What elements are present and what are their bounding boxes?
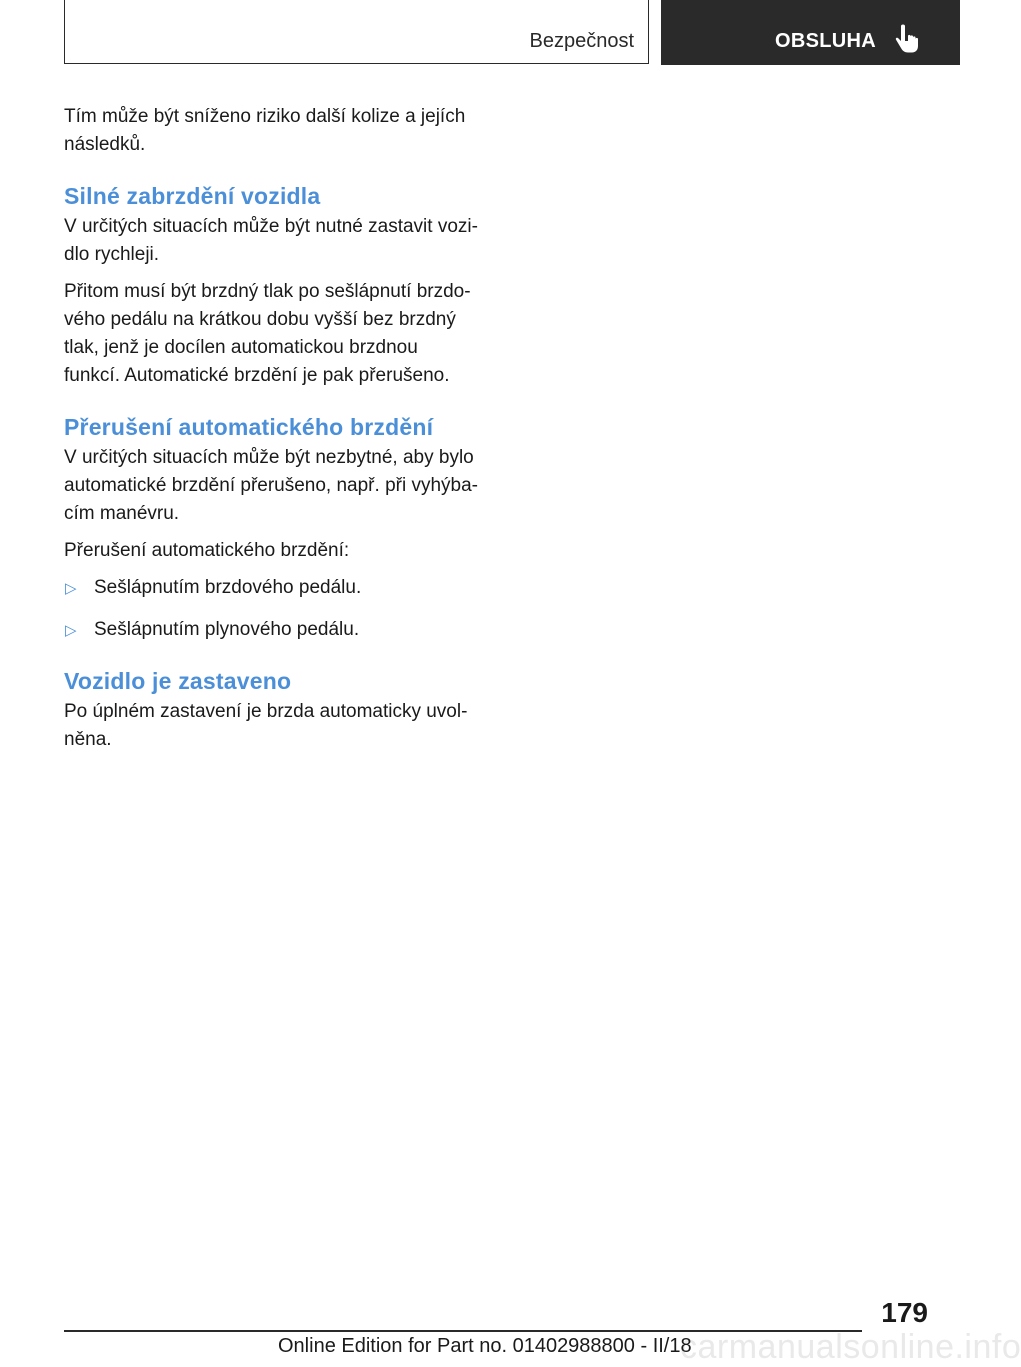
triangle-bullet-icon: ▷ (65, 580, 77, 597)
heading-strong-braking: Silné zabrzdění vozidla (64, 183, 321, 209)
pointing-hand-icon (894, 24, 920, 54)
list-item-text: Sešlápnutím brzdového pedálu. (94, 577, 362, 598)
header-section-box (64, 0, 649, 64)
heading-vehicle-stopped: Vozidlo je zastaveno (64, 668, 292, 694)
paragraph: Přerušení automatického brzdění: (64, 540, 350, 561)
chapter-label: OBSLUHA (775, 30, 876, 52)
list-item (64, 574, 479, 602)
chapter-tab[interactable] (661, 0, 960, 65)
list-item-text: Sešlápnutím plynového pedálu. (94, 619, 360, 640)
page-number: 179 (881, 1297, 928, 1328)
watermark: carmanualsonline.info (680, 1328, 1021, 1366)
paragraph: Po úplném zastavení je brzda automaticky uvolněna. (64, 701, 468, 750)
footer-edition: Online Edition for Part no. 01402988800 - II/18 (278, 1335, 692, 1357)
section-title: Bezpečnost (529, 30, 634, 52)
paragraph: V určitých situacích může být nutné zastavit vozidlo rychleji. (64, 216, 478, 265)
heading-interrupt-braking: Přerušení automatického brzdění (64, 414, 434, 440)
intro-paragraph: Tím může být sníženo riziko další kolize a jejích následků. (64, 106, 466, 155)
list-item (64, 616, 479, 644)
content-column (64, 103, 479, 763)
paragraph: Přitom musí být brzdný tlak po sešlápnutí brzdového pedálu na krátkou dobu vyšší bez brzdný tlak, jenž je docílen automatickou brzdnou funkcí. Automatické brzdění je pak přerušeno. (64, 281, 471, 386)
paragraph: V určitých situacích může být nezbytné, aby bylo automatické brzdění přerušeno, např. při vyhýbacím manévru. (64, 447, 478, 524)
bullet-list (64, 574, 479, 644)
triangle-bullet-icon: ▷ (65, 622, 77, 639)
